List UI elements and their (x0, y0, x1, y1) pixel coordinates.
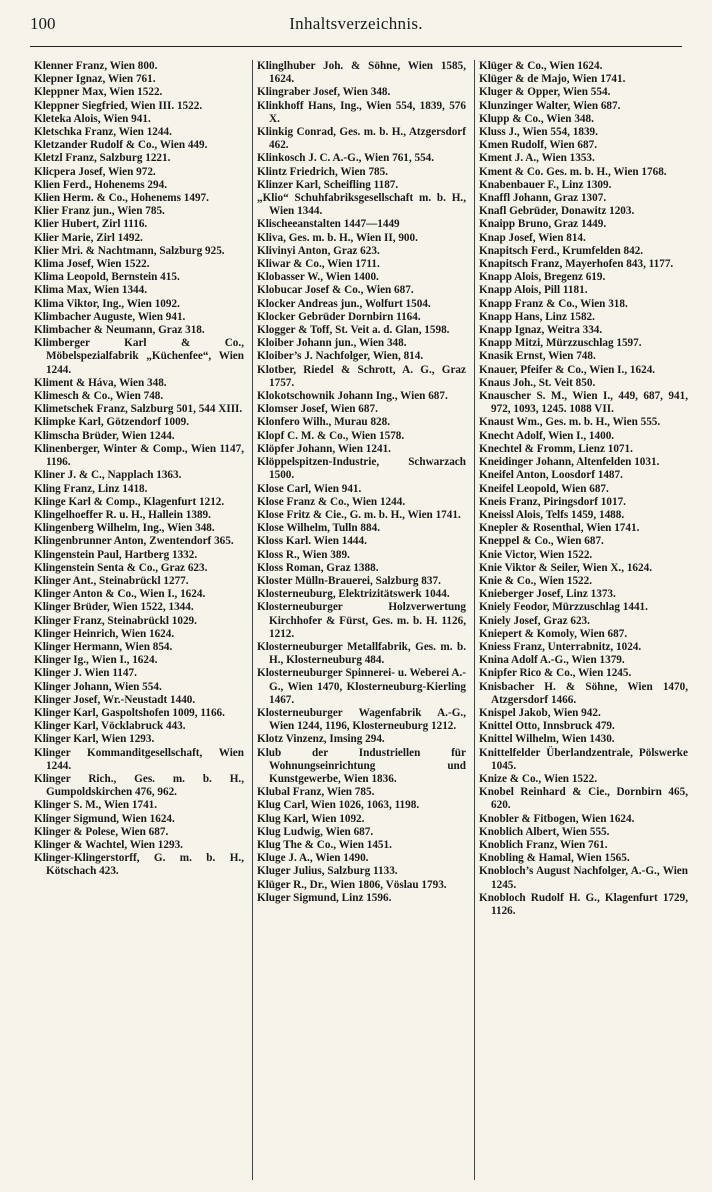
index-entry: Klobucar Josef & Co., Wien 687. (257, 284, 414, 297)
index-entry: Klinger Franz, Steinabrückl 1029. (34, 614, 197, 627)
index-entry: Kletzander Rudolf & Co., Wien 449. (34, 139, 208, 152)
index-entry: Klose Fritz & Cie., G. m. b. H., Wien 1741. (257, 508, 461, 521)
index-entry: Knafl Gebrüder, Donawitz 1203. (479, 205, 635, 218)
index-entry: Kloiber Johann jun., Wien 348. (257, 337, 407, 350)
index-entry: Knispel Jakob, Wien 942. (479, 706, 601, 719)
index-entry: Knie Victor, Wien 1522. (479, 548, 593, 561)
page-header (30, 14, 682, 42)
index-entry: Kleppner Max, Wien 1522. (34, 86, 163, 99)
index-entry: Klomser Josef, Wien 687. (257, 403, 378, 416)
index-entry: Kleteka Alois, Wien 941. (34, 112, 151, 125)
index-entry: Knie & Co., Wien 1522. (479, 574, 593, 587)
index-entry: Klinge Karl & Comp., Klagenfurt 1212. (34, 495, 225, 508)
index-entry: Klokotschownik Johann Ing., Wien 687. (257, 390, 448, 403)
index-entry: Klose Wilhelm, Tulln 884. (257, 522, 380, 535)
index-entry: Klubal Franz, Wien 785. (257, 786, 375, 799)
index-entry: Klinger Karl, Vöcklabruck 443. (34, 720, 186, 733)
index-entry: Klinger Hermann, Wien 854. (34, 640, 173, 653)
index-entry: Knina Adolf A.-G., Wien 1379. (479, 654, 625, 667)
index-entry: Klopf C. M. & Co., Wien 1578. (257, 429, 405, 442)
index-entry: Klug The & Co., Wien 1451. (257, 838, 392, 851)
index-entry: Klub der Industriellen für Wohnungseinrichtung und Kunstgewerbe, Wien 1836. (257, 746, 466, 785)
index-entry: Klien Ferd., Hohenems 294. (34, 178, 167, 191)
index-entry: Klinger & Wachtel, Wien 1293. (34, 838, 183, 851)
index-entry: Klöpfer Johann, Wien 1241. (257, 442, 391, 455)
index-entry: Klug Ludwig, Wien 687. (257, 825, 374, 838)
index-entry: Klima Max, Wien 1344. (34, 284, 148, 297)
index-entry: Klinger J. Wien 1147. (34, 667, 137, 680)
index-column-1 (30, 60, 248, 1180)
index-entry: Knauer, Pfeifer & Co., Wien I., 1624. (479, 363, 656, 376)
index-entry: Klimberger Karl & Co., Möbelspezialfabrik „Küchenfee“, Wien 1244. (34, 337, 244, 376)
index-entry: Klinger Karl, Gaspoltshofen 1009, 1166. (34, 706, 225, 719)
index-entry: Knapp Ignaz, Weitra 334. (479, 324, 603, 337)
index-entry: Klinger Anton & Co., Wien I., 1624. (34, 588, 206, 601)
index-entry: Knechtel & Fromm, Lienz 1071. (479, 442, 633, 455)
index-entry: Klinger Karl, Wien 1293. (34, 733, 155, 746)
index-entry: Kloss Karl. Wien 1444. (257, 535, 367, 548)
index-entry: Knobloch’s August Nachfolger, A.-G., Wien 1245. (479, 865, 688, 891)
index-entry: Klonfero Wilh., Murau 828. (257, 416, 391, 429)
index-entry: Klimesch & Co., Wien 748. (34, 390, 164, 403)
index-entry: Klogger & Toff, St. Veit a. d. Glan, 1598. (257, 324, 450, 337)
index-entry: Knap Josef, Wien 814. (479, 231, 586, 244)
index-entry: Kletschka Franz, Wien 1244. (34, 126, 172, 139)
index-entry: Klingenbrunner Anton, Zwentendorf 365. (34, 535, 234, 548)
index-entry: Klima Josef, Wien 1522. (34, 258, 150, 271)
index-entry: Kluge J. A., Wien 1490. (257, 852, 369, 865)
index-entry: Klosterneuburger Holzverwertung Kirchhofer & Fürst, Ges. m. b. H. 1126, 1212. (257, 601, 466, 640)
index-entry: Klocker Andreas jun., Wolfurt 1504. (257, 297, 431, 310)
index-entry: Knobler & Fitbogen, Wien 1624. (479, 812, 635, 825)
index-entry: Knaus Joh., St. Veit 850. (479, 376, 596, 389)
index-column-3 (474, 60, 692, 1180)
index-entry: Klinger S. M., Wien 1741. (34, 799, 158, 812)
index-entry: Kloss R., Wien 389. (257, 548, 350, 561)
index-entry: Klinzer Karl, Scheifling 1187. (257, 178, 399, 191)
index-entry: Klinger Sigmund, Wien 1624. (34, 812, 175, 825)
index-entry: Knittel Wilhelm, Wien 1430. (479, 733, 615, 746)
index-entry: Knaust Wm., Ges. m. b. H., Wien 555. (479, 416, 661, 429)
index-entry: Klinger Rich., Ges. m. b. H., Gumpoldskirchen 476, 962. (34, 772, 244, 799)
index-entry: Knabenbauer F., Linz 1309. (479, 178, 612, 191)
index-entry: Klima Viktor, Ing., Wien 1092. (34, 297, 180, 310)
index-entry: Knisbacher H. & Söhne, Wien 1470, Atzgersdorf 1466. (479, 680, 688, 706)
index-entry: Kment & Co. Ges. m. b. H., Wien 1768. (479, 165, 667, 178)
index-entry: Klüger R., Dr., Wien 1806, Vöslau 1793. (257, 878, 447, 891)
index-entry: Knobel Reinhard & Cie., Dornbirn 465, 620. (479, 786, 688, 812)
index-entry: Klinger Ig., Wien I., 1624. (34, 654, 158, 667)
index-entry: Klimbacher & Neumann, Graz 318. (34, 324, 205, 337)
index-entry: Kneifel Anton, Loosdorf 1487. (479, 469, 623, 482)
index-entry: Knaffl Johann, Graz 1307. (479, 192, 607, 205)
index-entry: Klingenberg Wilhelm, Ing., Wien 348. (34, 522, 215, 535)
index-entry: Klinger Ant., Steinabrückl 1277. (34, 574, 189, 587)
index-entry: Knapitsch Ferd., Krumfelden 842. (479, 244, 644, 257)
index-entry: Knoblich Franz, Wien 761. (479, 838, 608, 851)
index-entry: Kliner J. & C., Napplach 1363. (34, 469, 182, 482)
index-entry: Kloss Roman, Graz 1388. (257, 561, 379, 574)
index-entry: Kluger Sigmund, Linz 1596. (257, 891, 392, 904)
index-entry: Knipfer Rico & Co., Wien 1245. (479, 667, 632, 680)
index-entry: Kluss J., Wien 554, 1839. (479, 126, 598, 139)
index-entry: Knauscher S. M., Wien I., 449, 687, 941, 972, 1093, 1245. 1088 VII. (479, 390, 688, 416)
index-entry: Knobloch Rudolf H. G., Klagenfurt 1729, 1126. (479, 891, 688, 917)
index-entry: Kmen Rudolf, Wien 687. (479, 139, 598, 152)
index-entry: Klug Carl, Wien 1026, 1063, 1198. (257, 799, 420, 812)
index-entry: Klobasser W., Wien 1400. (257, 271, 379, 284)
index-entry: Klug Karl, Wien 1092. (257, 812, 365, 825)
index-entry: Klinkhoff Hans, Ing., Wien 554, 1839, 576 X. (257, 99, 466, 125)
index-entry: Knapp Mitzi, Mürzzuschlag 1597. (479, 337, 642, 350)
index-entry: Klimbacher Auguste, Wien 941. (34, 310, 186, 323)
index-entry: Klier Franz jun., Wien 785. (34, 205, 165, 218)
index-entry: Kment J. A., Wien 1353. (479, 152, 595, 165)
index-entry: Klingenstein Senta & Co., Graz 623. (34, 561, 208, 574)
index-entry: Klinger Heinrich, Wien 1624. (34, 627, 175, 640)
index-entry: Kleppner Siegfried, Wien III. 1522. (34, 99, 203, 112)
index-entry: Klupp & Co., Wien 348. (479, 112, 594, 125)
index-entry: Klinkosch J. C. A.-G., Wien 761, 554. (257, 152, 435, 165)
index-entry: Klinger-Klingerstorff, G. m. b. H., Kötschach 423. (34, 852, 244, 878)
index-entry: Knapp Hans, Linz 1582. (479, 310, 595, 323)
index-entry: Klien Herm. & Co., Hohenems 1497. (34, 192, 209, 205)
index-entry: Kluger & Opper, Wien 554. (479, 86, 611, 99)
index-entry: Knapp Alois, Bregenz 619. (479, 271, 606, 284)
index-entry: Kneidinger Johann, Altenfelden 1031. (479, 456, 660, 469)
index-entry: Knittelfelder Überlandzentrale, Pölswerke 1045. (479, 746, 688, 772)
index-entry: Klier Hubert, Zirl 1116. (34, 218, 148, 231)
index-entry: Klöppelspitzen-Industrie, Schwarzach 1500. (257, 456, 466, 482)
index-entry: Klinger Josef, Wr.-Neustadt 1440. (34, 693, 196, 706)
index-entry: Klüger & Co., Wien 1624. (479, 60, 603, 72)
index-entry: Knepler & Rosenthal, Wien 1741. (479, 522, 640, 535)
index-entry: Kniely Josef, Graz 623. (479, 614, 590, 627)
header-rule (30, 46, 682, 47)
index-entry: Klenner Franz, Wien 800. (34, 60, 158, 72)
index-entry: Kniess Franz, Unterrabnitz, 1024. (479, 640, 642, 653)
index-columns (30, 60, 692, 1180)
index-entry: Klosterneuburg, Elektrizitätswerk 1044. (257, 588, 450, 601)
page-number: 100 (30, 14, 56, 33)
index-entry: Klosterneuburger Wagenfabrik A.-G., Wien 1244, 1196, Klosterneuburg 1212. (257, 706, 466, 733)
index-entry: Klingenstein Paul, Hartberg 1332. (34, 548, 198, 561)
index-entry: Klüger & de Majo, Wien 1741. (479, 73, 626, 86)
index-entry: Klotber, Riedel & Schrott, A. G., Graz 1757. (257, 363, 466, 389)
index-entry: Klunzinger Walter, Wien 687. (479, 99, 621, 112)
index-entry: Kling Franz, Linz 1418. (34, 482, 148, 495)
index-entry: Klimscha Brüder, Wien 1244. (34, 429, 175, 442)
index-entry: Klimetschek Franz, Salzburg 501, 544 XIII. (34, 403, 243, 416)
index-entry: „Klio“ Schuhfabriksgesellschaft m. b. H., Wien 1344. (257, 192, 466, 218)
index-entry: Kliment & Háva, Wien 348. (34, 376, 167, 389)
index-entry: Knieberger Josef, Linz 1373. (479, 588, 616, 601)
index-entry: Klima Leopold, Bernstein 415. (34, 271, 180, 284)
index-entry: Klivinyi Anton, Graz 623. (257, 244, 380, 257)
page-title: Inhaltsverzeichnis. (289, 14, 423, 33)
index-entry: Knapitsch Franz, Mayerhofen 843, 1177. (479, 258, 674, 271)
index-entry: Kletzl Franz, Salzburg 1221. (34, 152, 171, 165)
index-entry: Kniely Feodor, Mürzzuschlag 1441. (479, 601, 648, 614)
index-entry: Knoblich Albert, Wien 555. (479, 825, 610, 838)
index-entry: Kloster Mülln-Brauerei, Salzburg 837. (257, 574, 441, 587)
index-entry: Klier Marie, Zirl 1492. (34, 231, 143, 244)
index-entry: Knie Viktor & Seiler, Wien X., 1624. (479, 561, 652, 574)
index-entry: Klinenberger, Winter & Comp., Wien 1147, 1196. (34, 442, 244, 469)
index-entry: Knobling & Hamal, Wien 1565. (479, 852, 630, 865)
index-entry: Klosterneuburger Spinnerei- u. Weberei A.-G., Wien 1470, Klosterneuburg-Kierling 1467. (257, 667, 466, 706)
index-entry: Knaipp Bruno, Graz 1449. (479, 218, 607, 231)
index-entry: Klicpera Josef, Wien 972. (34, 165, 156, 178)
index-entry: Klier Mri. & Nachtmann, Salzburg 925. (34, 244, 225, 257)
index-entry: Klotz Vinzenz, Imsing 294. (257, 733, 385, 746)
index-entry: Klimpke Karl, Götzendorf 1009. (34, 416, 190, 429)
index-entry: Klepner Ignaz, Wien 761. (34, 73, 156, 86)
index-entry: Klingraber Josef, Wien 348. (257, 86, 391, 99)
index-entry: Klinger Kommanditgesellschaft, Wien 1244. (34, 746, 244, 772)
index-entry: Kliwar & Co., Wien 1711. (257, 258, 380, 271)
index-entry: Kneifel Leopold, Wien 687. (479, 482, 609, 495)
index-entry: Klischeeanstalten 1447—1449 (257, 218, 400, 231)
index-column-2 (252, 60, 470, 1180)
index-entry: Klinger Brüder, Wien 1522, 1344. (34, 601, 194, 614)
index-entry: Klose Franz & Co., Wien 1244. (257, 495, 406, 508)
index-entry: Klingelhoeffer R. u. H., Hallein 1389. (34, 508, 211, 521)
index-entry: Kluger Julius, Salzburg 1133. (257, 865, 398, 878)
index-entry: Knapp Franz & Co., Wien 318. (479, 297, 628, 310)
index-entry: Kneissl Alois, Telfs 1459, 1488. (479, 508, 625, 521)
index-entry: Klocker Gebrüder Dornbirn 1164. (257, 310, 421, 323)
index-entry: Klinger & Polese, Wien 687. (34, 825, 169, 838)
index-entry: Knasik Ernst, Wien 748. (479, 350, 596, 363)
index-entry: Kneppel & Co., Wien 687. (479, 535, 604, 548)
index-entry: Klose Carl, Wien 941. (257, 482, 362, 495)
index-entry: Knapp Alois, Pill 1181. (479, 284, 588, 297)
index-entry: Knecht Adolf, Wien I., 1400. (479, 429, 615, 442)
index-entry: Klinglhuber Joh. & Söhne, Wien 1585, 1624. (257, 60, 466, 86)
index-entry: Knittel Otto, Innsbruck 479. (479, 720, 615, 733)
index-entry: Kliva, Ges. m. b. H., Wien II, 900. (257, 231, 418, 244)
index-entry: Klintz Friedrich, Wien 785. (257, 165, 389, 178)
index-entry: Klosterneuburger Metallfabrik, Ges. m. b. H., Klosterneuburg 484. (257, 640, 466, 667)
index-entry: Klinger Johann, Wien 554. (34, 680, 162, 693)
index-entry: Klinkig Conrad, Ges. m. b. H., Atzgersdorf 462. (257, 126, 466, 152)
index-entry: Kloiber’s J. Nachfolger, Wien, 814. (257, 350, 424, 363)
index-entry: Knize & Co., Wien 1522. (479, 772, 597, 785)
index-entry: Kneis Franz, Piringsdorf 1017. (479, 495, 626, 508)
index-entry: Kniepert & Komoly, Wien 687. (479, 627, 628, 640)
